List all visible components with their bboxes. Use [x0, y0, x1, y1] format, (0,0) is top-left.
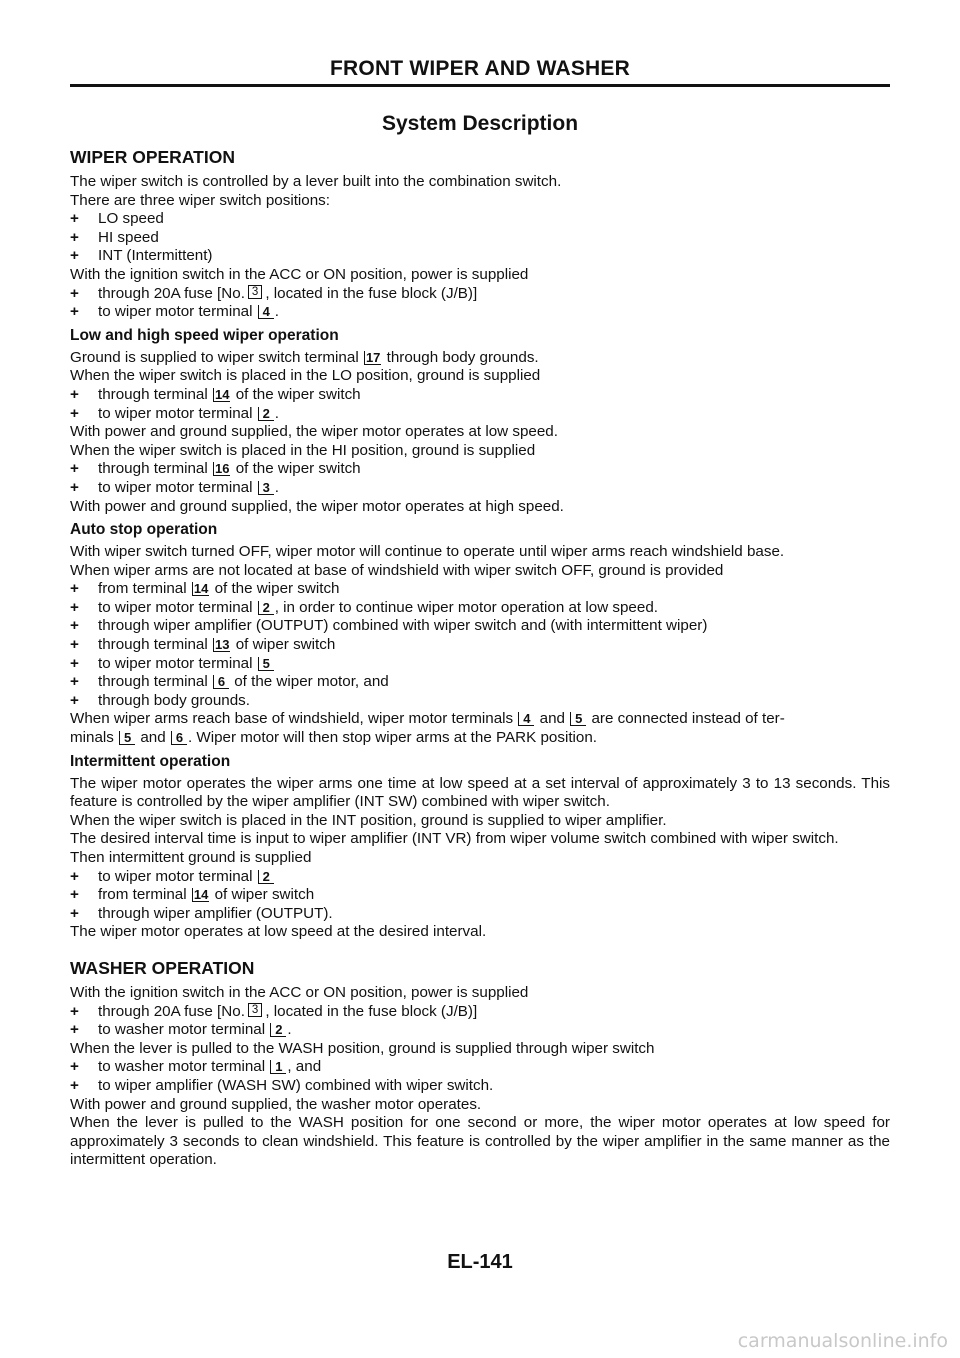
watermark: carmanualsonline.info — [737, 1330, 948, 1352]
text-line: The wiper switch is controlled by a lever built into the combination switch. — [70, 173, 562, 190]
terminal-marker: 2 — [270, 1023, 286, 1037]
bullet: + — [70, 1076, 79, 1094]
bullet: + — [70, 1002, 79, 1020]
bullet: + — [70, 1058, 79, 1076]
bullet: + — [70, 303, 79, 321]
terminal-marker: 14 — [214, 386, 230, 402]
bullet: + — [70, 654, 79, 672]
text-line: When wiper arms reach base of windshield, wiper motor terminals 4 and 5 are connected instead of ter- — [70, 710, 785, 728]
text-line: Then intermittent ground is supplied — [70, 849, 312, 866]
fuse-number-box: 3 — [248, 285, 262, 299]
terminal-marker: 14 — [193, 887, 209, 903]
bullet: + — [70, 460, 79, 478]
text-line: When wiper arms are not located at base of windshield with wiper switch OFF, ground is provided — [70, 561, 724, 579]
paragraph: The wiper motor operates the wiper arms one time at low speed at a set interval of approximately 3 to 13 seconds. This feature is controlled by the wiper amplifier (INT SW) combined with wiper switch. — [70, 774, 890, 811]
terminal-marker: 3 — [258, 481, 274, 495]
list-item: + to wiper motor terminal 4 . — [70, 303, 279, 321]
bullet: + — [70, 673, 79, 691]
list-item: + to wiper amplifier (WASH SW) combined with wiper switch. — [70, 1076, 494, 1094]
subsection-heading-low-high: Low and high speed wiper operation — [70, 326, 339, 344]
bullet: + — [70, 228, 79, 246]
bullet: + — [70, 617, 79, 635]
list-item: + to wiper motor terminal 2 . — [70, 404, 279, 422]
terminal-marker: 16 — [214, 461, 230, 477]
terminal-marker: 5 — [570, 712, 586, 726]
text-line: When the wiper switch is placed in the LO position, ground is supplied — [70, 367, 541, 385]
text-line: With power and ground supplied, the wiper motor operates at high speed. — [70, 497, 564, 515]
subsection-heading-intermittent: Intermittent operation — [70, 752, 231, 770]
list-item: + through terminal 14 of the wiper switch — [70, 385, 361, 403]
bullet: + — [70, 636, 79, 654]
paragraph: The desired interval time is input to wiper amplifier (INT VR) from wiper volume switch combined with wiper switch. — [70, 830, 839, 848]
list-item: + to washer motor terminal 2 . — [70, 1021, 292, 1039]
section-heading-wiper: WIPER OPERATION — [70, 147, 235, 167]
terminal-marker: 2 — [258, 870, 274, 884]
list-item: + from terminal 14 of the wiper switch — [70, 580, 340, 598]
terminal-marker: 6 — [171, 731, 187, 745]
fuse-number-box: 3 — [248, 1003, 262, 1017]
bullet: + — [70, 580, 79, 598]
terminal-marker: 5 — [258, 657, 274, 671]
bullet: + — [70, 867, 79, 885]
list-item: + to wiper motor terminal 2 — [70, 868, 890, 887]
bullet: + — [70, 284, 79, 302]
list-item: + through body grounds. — [70, 691, 250, 709]
list-item: + through terminal 16 of the wiper switch — [70, 460, 361, 478]
terminal-marker: 1 — [270, 1060, 286, 1074]
terminal-marker: 13 — [214, 637, 230, 653]
bullet: + — [70, 247, 79, 265]
text-line: With the ignition switch in the ACC or ON position, power is supplied — [70, 265, 529, 283]
page-number: EL-141 — [447, 1251, 513, 1273]
terminal-marker: 4 — [258, 305, 274, 319]
list-item: + through wiper amplifier (OUTPUT). — [70, 904, 333, 922]
list-item: + to wiper motor terminal 3 . — [70, 478, 279, 496]
list-item: + to washer motor terminal 1 , and — [70, 1058, 322, 1076]
terminal-marker: 17 — [365, 349, 381, 365]
list-item: + LO speed — [70, 210, 164, 228]
text-line: The wiper motor operates at low speed at the desired interval. — [70, 923, 487, 941]
text-line: When the wiper switch is placed in the HI position, ground is supplied — [70, 441, 536, 459]
text-line: Ground is supplied to wiper switch terminal 17 through body grounds. — [70, 348, 539, 366]
document-body — [70, 112, 890, 1170]
subsection-heading-auto-stop: Auto stop operation — [70, 521, 218, 539]
list-item: + through 20A fuse [No. 3 , located in the fuse block (J/B)] — [70, 1002, 478, 1020]
bullet: + — [70, 598, 79, 616]
bullet: + — [70, 691, 79, 709]
terminal-marker: 6 — [213, 675, 229, 689]
terminal-marker: 14 — [193, 581, 209, 597]
text-line: minals 5 and 6 . Wiper motor will then stop wiper arms at the PARK position. — [70, 729, 598, 747]
bullet: + — [70, 404, 79, 422]
list-item: + INT (Intermittent) — [70, 247, 213, 265]
text-line: With power and ground supplied, the wiper motor operates at low speed. — [70, 423, 558, 441]
list-item: + to wiper motor terminal 2 , in order to continue wiper motor operation at low speed. — [70, 598, 658, 616]
bullet: + — [70, 478, 79, 496]
text-line: With wiper switch turned OFF, wiper motor will continue to operate until wiper arms reach windshield base. — [70, 543, 785, 561]
bullet: + — [70, 1021, 79, 1039]
bullet: + — [70, 886, 79, 904]
list-item: + through terminal 13 of wiper switch — [70, 636, 336, 654]
bullet: + — [70, 904, 79, 922]
header-rule — [70, 84, 890, 87]
text-line: With power and ground supplied, the washer motor operates. — [70, 1095, 482, 1113]
list-item: + through wiper amplifier (OUTPUT) combined with wiper switch and (with intermittent wiper) — [70, 617, 708, 635]
terminal-marker: 2 — [258, 601, 274, 615]
text-line: There are three wiper switch positions: — [70, 191, 330, 209]
page-title: System Description — [381, 112, 579, 135]
list-item: + through 20A fuse [No. 3 , located in the fuse block (J/B)] — [70, 284, 478, 302]
terminal-marker: 4 — [518, 712, 534, 726]
text-line: With the ignition switch in the ACC or ON position, power is supplied — [70, 983, 529, 1001]
list-item: + through terminal 6 of the wiper motor, and — [70, 673, 389, 691]
paragraph: When the lever is pulled to the WASH position for one second or more, the wiper motor operates at low speed for approximately 3 seconds to clean windshield. This feature is controlled by the wiper amplifier in the same manner as the intermittent operation. — [70, 1114, 890, 1169]
list-item: + to wiper motor terminal 5 — [70, 655, 890, 674]
bullet: + — [70, 385, 79, 403]
page-header-title: FRONT WIPER AND WASHER — [330, 57, 630, 80]
text-line: When the wiper switch is placed in the INT position, ground is supplied to wiper amplifier. — [70, 811, 667, 829]
list-item: + from terminal 14 of wiper switch — [70, 886, 315, 904]
terminal-marker: 2 — [258, 407, 274, 421]
text-line: When the lever is pulled to the WASH position, ground is supplied through wiper switch — [70, 1039, 655, 1057]
terminal-marker: 5 — [119, 731, 135, 745]
bullet: + — [70, 210, 79, 228]
list-item: + HI speed — [70, 228, 159, 246]
section-heading-washer: WASHER OPERATION — [70, 957, 255, 978]
